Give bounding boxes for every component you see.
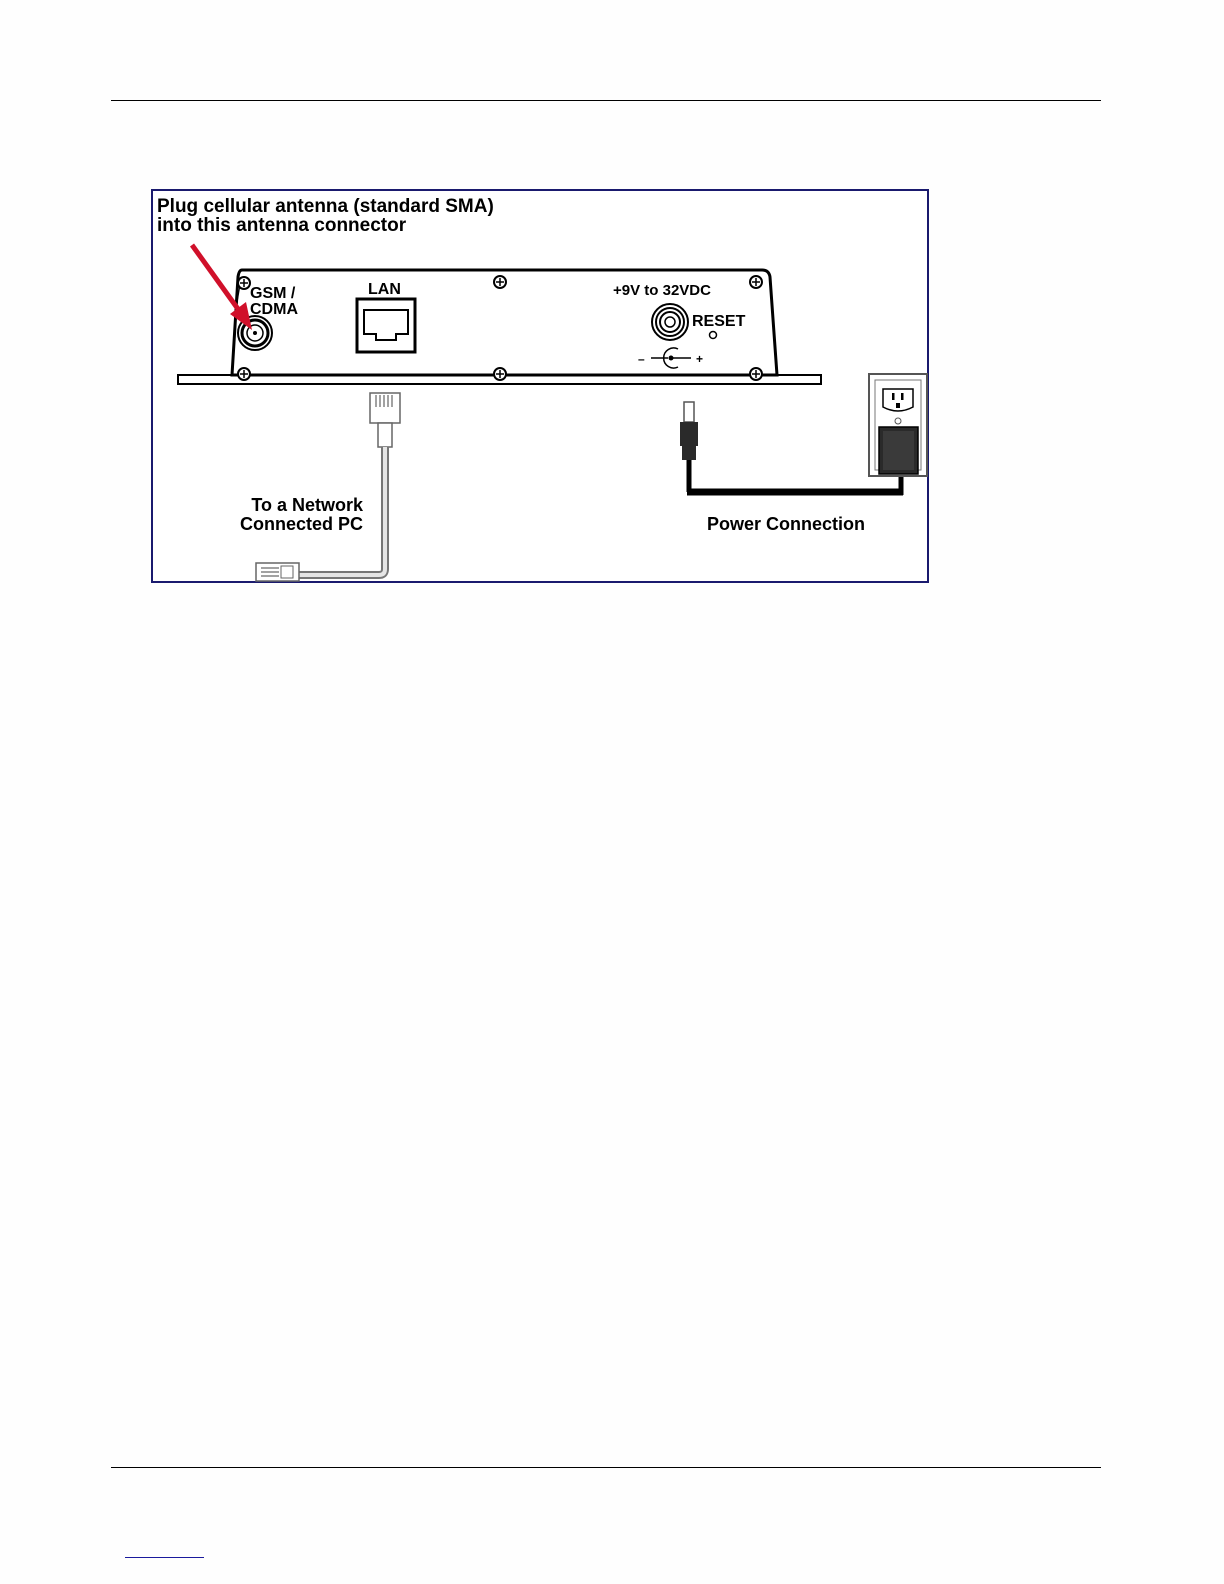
reset-label: RESET [692, 313, 746, 330]
screw-icon [238, 277, 250, 289]
power-rating-label: +9V to 32VDC [613, 282, 711, 299]
figure-canvas [151, 189, 929, 583]
power-connection-caption: Power Connection [707, 514, 866, 534]
polarity-plus-label: + [696, 352, 704, 366]
device-connection-figure [151, 189, 929, 583]
network-caption-line1: To a Network [251, 495, 363, 515]
footer-rule [111, 1467, 1101, 1468]
screw-icon [494, 276, 506, 288]
antenna-callout-line2: into this antenna connector [157, 215, 407, 236]
dc-power-jack [652, 304, 688, 340]
footer-link-underline[interactable] [125, 1557, 204, 1558]
screw-icon [494, 368, 506, 380]
polarity-minus-label: – [638, 352, 645, 366]
header-rule [111, 100, 1101, 101]
lan-port-label: LAN [368, 281, 401, 298]
antenna-port-label-line2: CDMA [250, 301, 298, 318]
screw-icon [238, 368, 250, 380]
power-adapter-icon [879, 427, 918, 474]
lan-jack-icon [357, 299, 415, 352]
network-caption-line2: Connected PC [239, 514, 363, 534]
antenna-callout-line1: Plug cellular antenna (standard SMA) [157, 196, 494, 217]
antenna-port-label-line1: GSM / [250, 285, 296, 302]
screw-icon [750, 368, 762, 380]
reset-pinhole [710, 332, 717, 339]
screw-icon [750, 276, 762, 288]
